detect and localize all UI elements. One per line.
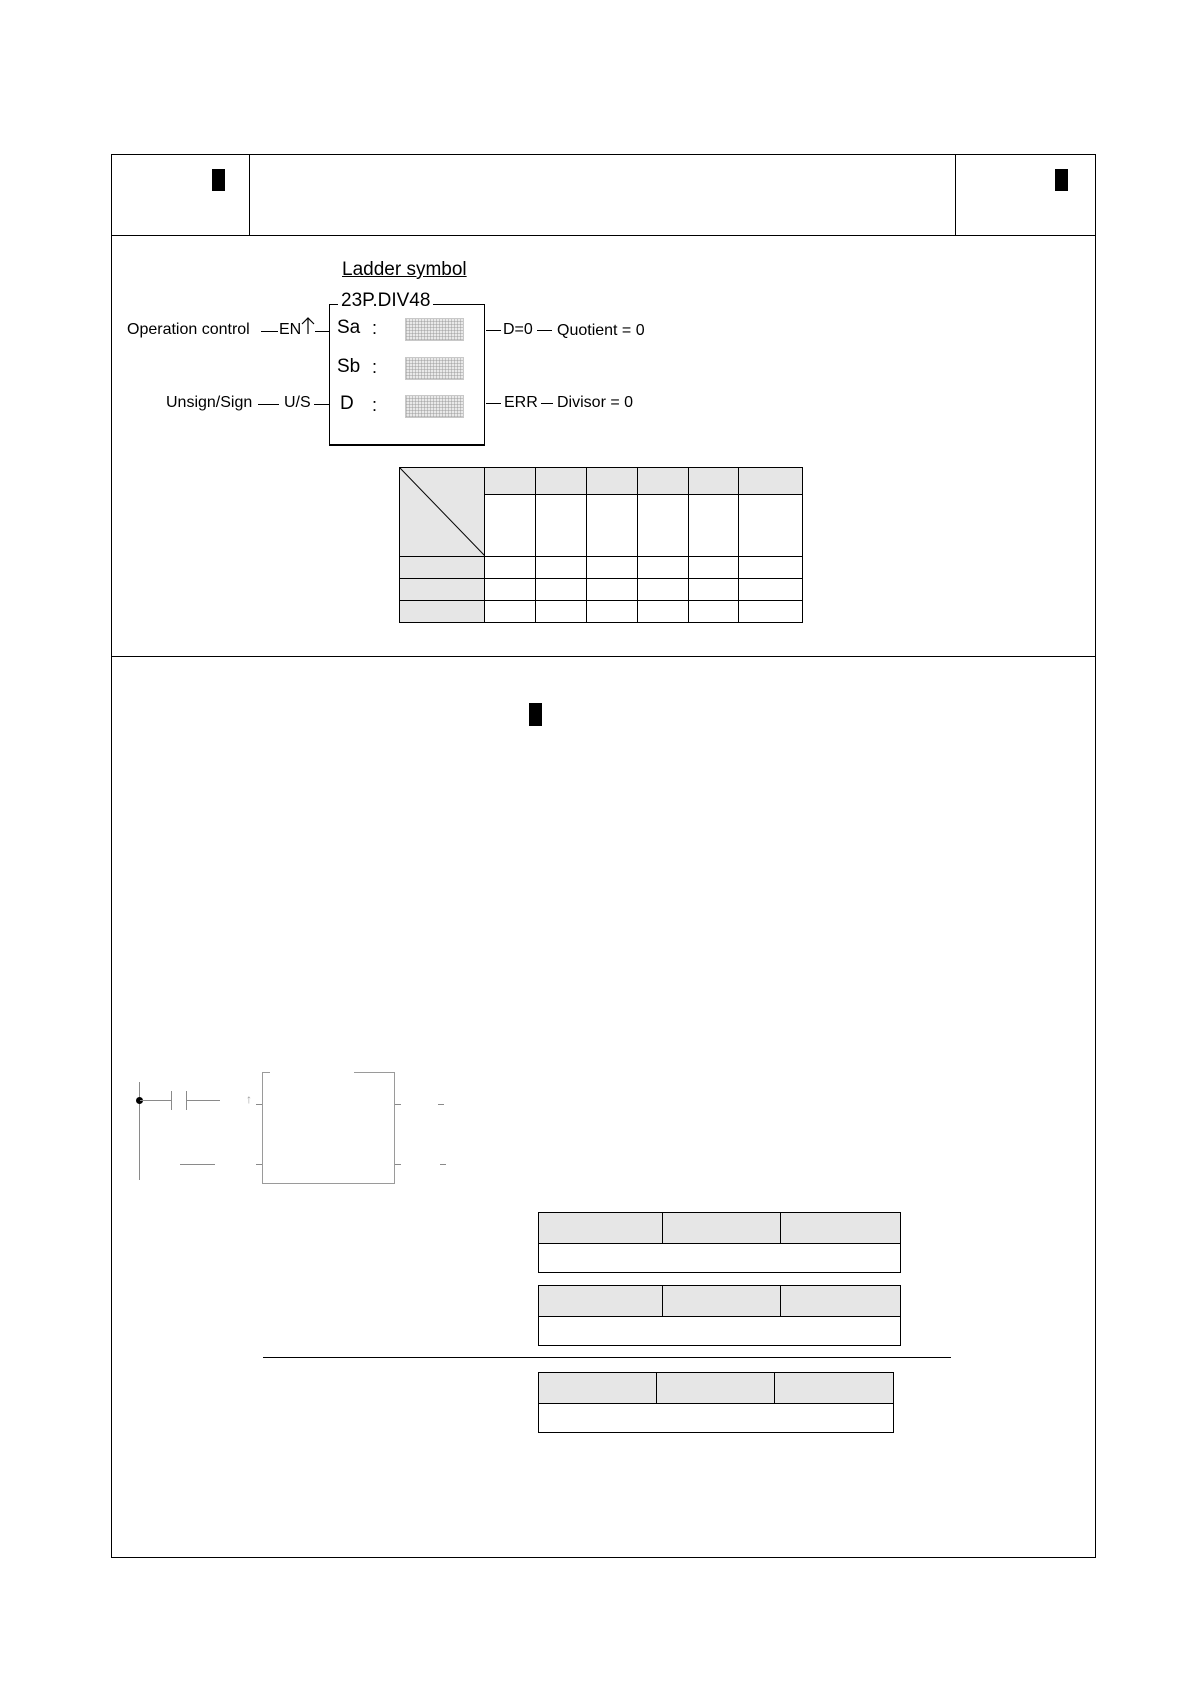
section-marker	[529, 703, 542, 726]
table-cell	[739, 601, 803, 623]
table-header-cell	[485, 468, 536, 495]
input-en-pin: EN	[279, 321, 302, 338]
table-cell	[739, 579, 803, 601]
output-err-pin: ERR	[504, 394, 538, 411]
table-header-cell	[657, 1373, 775, 1404]
table-cell	[536, 601, 587, 623]
input-us-label: Unsign/Sign	[166, 394, 253, 411]
output-zero-wire-right	[537, 330, 552, 331]
table-header-cell	[781, 1286, 901, 1317]
table-row	[539, 1404, 894, 1433]
operand-sb-field	[405, 357, 464, 380]
example-output-tick	[438, 1104, 444, 1105]
output-err-wire-right	[541, 403, 553, 404]
header-divider-1	[249, 154, 250, 236]
header-bottom-rule	[111, 235, 1096, 236]
table-row-header	[400, 601, 485, 623]
table-cell	[539, 1404, 894, 1433]
table-cell	[689, 579, 739, 601]
diagonal-divider	[400, 468, 485, 556]
table-cell	[638, 557, 689, 579]
register-table-sa	[538, 1212, 901, 1273]
table-cell	[536, 579, 587, 601]
table-cell	[638, 495, 689, 557]
table-cell	[536, 557, 587, 579]
operand-sa-field	[405, 318, 464, 341]
table-header-cell	[536, 468, 587, 495]
table-cell	[739, 557, 803, 579]
table-cell	[689, 495, 739, 557]
table-header-cell	[539, 1373, 657, 1404]
table-cell	[689, 557, 739, 579]
input-us-pin: U/S	[284, 394, 311, 411]
output-zero-wire-left	[486, 330, 501, 331]
table-row-header	[400, 557, 485, 579]
frame-top	[111, 154, 1096, 155]
register-table-d	[538, 1372, 894, 1433]
header-marker-left	[212, 169, 225, 191]
table-header-cell	[775, 1373, 894, 1404]
example-rising-edge-icon: ↑	[246, 1092, 252, 1106]
contact-wire-right	[187, 1100, 220, 1101]
table-cell	[587, 579, 638, 601]
example-output-tick-2	[440, 1164, 446, 1165]
operand-d-label: D	[340, 393, 354, 414]
lower-wire	[180, 1164, 215, 1165]
section-divider	[111, 656, 1096, 657]
table-row	[400, 579, 803, 601]
table-row	[539, 1373, 894, 1404]
contact-bar-left	[171, 1091, 172, 1110]
header-marker-right	[1055, 169, 1068, 191]
output-zero-label: Quotient = 0	[557, 322, 645, 339]
table-header-cell	[689, 468, 739, 495]
output-err-label: Divisor = 0	[557, 394, 634, 411]
table-row	[400, 557, 803, 579]
operand-d-field	[405, 395, 464, 418]
example-pin-tick-right-2	[395, 1164, 401, 1165]
table-row	[539, 1286, 901, 1317]
operand-sb-colon: :	[372, 357, 378, 377]
table-cell	[587, 601, 638, 623]
operand-d-colon: :	[372, 395, 378, 415]
operand-sb-label: Sb	[337, 356, 361, 377]
table-cell	[485, 601, 536, 623]
operand-sa-label: Sa	[337, 317, 361, 338]
division-rule	[263, 1357, 951, 1358]
table-header-cell	[663, 1286, 781, 1317]
table-corner-cell	[400, 468, 485, 557]
table-header-cell	[663, 1213, 781, 1244]
rising-edge-arrow-icon	[301, 316, 315, 336]
table-row	[539, 1317, 901, 1346]
instruction-name: 23P.DIV48	[338, 290, 433, 312]
table-cell	[689, 601, 739, 623]
input-en-wire-right	[315, 331, 329, 332]
example-pin-tick-right	[395, 1104, 401, 1105]
output-err-wire-left	[486, 403, 501, 404]
table-cell	[638, 601, 689, 623]
table-row	[539, 1244, 901, 1273]
input-en-wire-left	[261, 331, 278, 332]
table-row	[400, 468, 803, 495]
table-row-header	[400, 579, 485, 601]
table-row	[539, 1213, 901, 1244]
table-header-cell	[739, 468, 803, 495]
example-box-title-gap	[270, 1070, 354, 1074]
table-cell	[539, 1317, 901, 1346]
table-cell	[539, 1244, 901, 1273]
input-en-label: Operation control	[127, 321, 250, 338]
table-cell	[638, 579, 689, 601]
contact-wire-left	[140, 1100, 171, 1101]
operand-device-table	[399, 467, 803, 623]
operand-sa-colon: :	[372, 318, 378, 338]
table-header-cell	[539, 1213, 663, 1244]
table-cell	[739, 495, 803, 557]
table-header-cell	[539, 1286, 663, 1317]
input-us-wire-left	[258, 404, 279, 405]
table-cell	[536, 495, 587, 557]
table-cell	[485, 579, 536, 601]
table-cell	[485, 495, 536, 557]
header-divider-2	[955, 154, 956, 236]
frame-left	[111, 154, 112, 1558]
ladder-heading: Ladder symbol	[342, 259, 467, 280]
frame-right	[1095, 154, 1096, 1558]
table-cell	[587, 557, 638, 579]
table-cell	[485, 557, 536, 579]
table-row	[400, 601, 803, 623]
frame-bottom	[111, 1557, 1096, 1558]
register-table-sb	[538, 1285, 901, 1346]
table-header-cell	[587, 468, 638, 495]
input-us-wire-right	[314, 404, 329, 405]
table-header-cell	[638, 468, 689, 495]
table-header-cell	[781, 1213, 901, 1244]
table-cell	[587, 495, 638, 557]
output-zero-pin: D=0	[503, 321, 533, 338]
example-instruction-box	[262, 1072, 395, 1184]
